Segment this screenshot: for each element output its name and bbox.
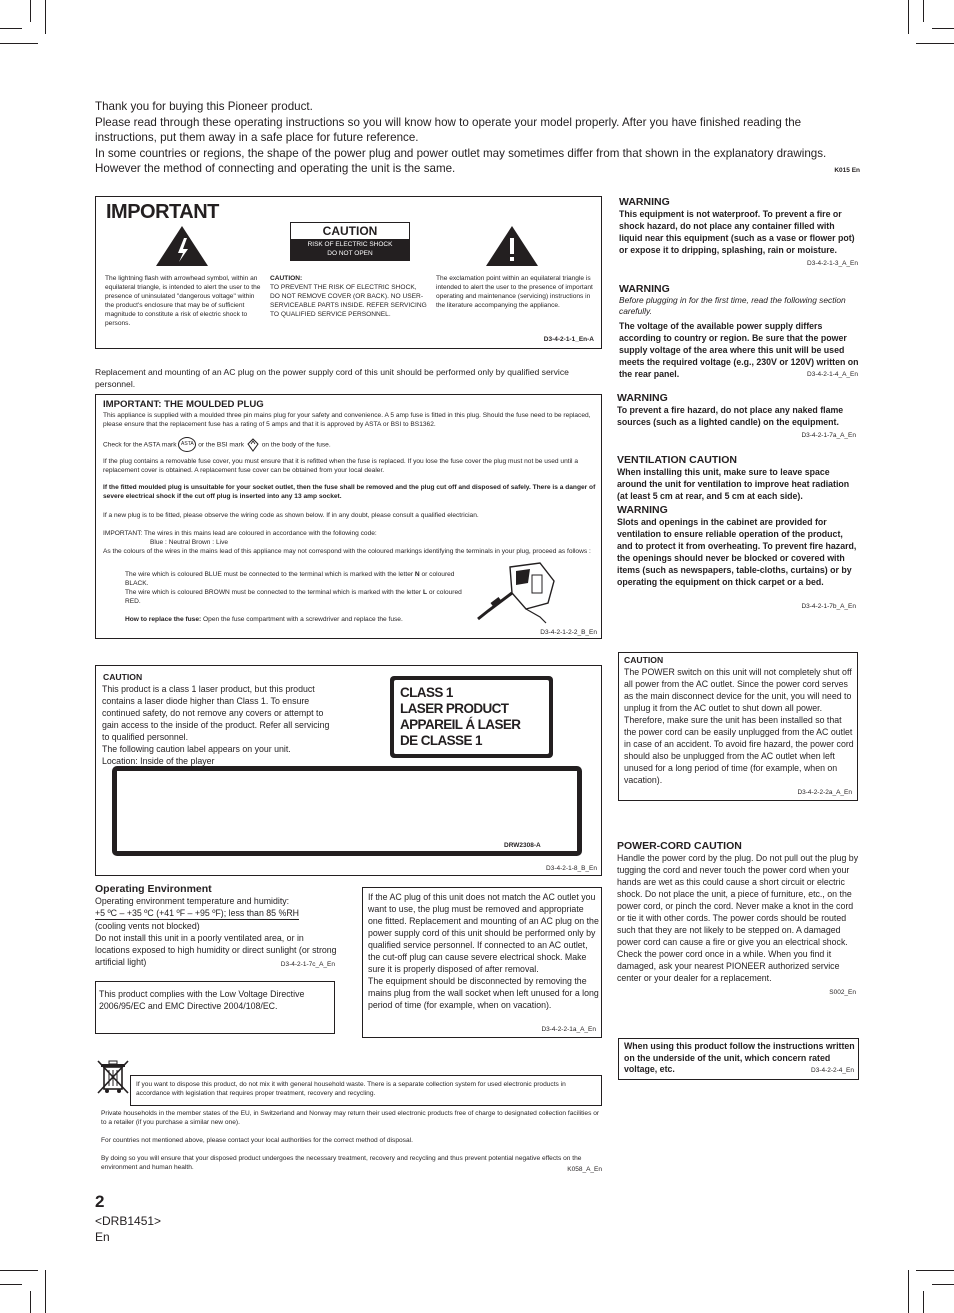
warning-slots-text: Slots and openings in the cabinet are provided for ventilation to ensure reliable operation of the product, and to protect it from overheating. To prevent fire hazard, the openings should never be blocked or covered with items (such as newspapers, table-cloths, curtains) or by operating the equipment on thick carpet or a bed.	[617, 517, 857, 587]
replacement-text: Replacement and mounting of an AC plug on the power supply cord of this unit should be performed only by qualified service personnel.	[95, 367, 569, 389]
power-cord-text: Handle the power cord by the plug. Do not pull out the plug by tugging the cord and never touch the power cord when your hands are wet as this could cause a short circuit or electric shock. Do not place the unit, a piece of furniture, etc., on the power cord, or pinch the cord. Never make a knot in the cord or tie it with other cords. The power cords should be routed such that they are not likely to be stepped on. A damaged power cord can cause a fire or give you an electrical shock. Check the power cord once in a while. When you find it damaged, ask your nearest PIONEER authorized service center or your dealer for a replacement.	[617, 853, 859, 983]
power-switch-box	[618, 652, 858, 801]
warning-slots-code: D3-4-2-1-7b_A_En	[801, 603, 856, 610]
crop-mark	[45, 1270, 46, 1313]
underside-text: When using this product follow the instructions written on the underside of the unit, which concern rated voltage, etc.	[624, 1041, 855, 1074]
intro-plug: In some countries or regions, the shape of the power plug and power outlet may sometimes differ from that shown in the explanatory drawings. However the method of connecting and operating the unit is the same.	[95, 146, 827, 176]
power-switch-text: The POWER switch on this unit will not completely shut off all power from the AC outlet. Since the power cord serves as the main disconnect device for the unit, you will need to unplug it from the AC outlet to shut down all power. Therefore, make sure the unit has been installed so that the power cord can be easily unplugged from the AC outlet in case of an accident. To avoid fire hazard, the power cord should also be unplugged from the AC outlet when left unused for a long period of time (for example, when on vacation).	[624, 667, 854, 785]
crop-mark	[0, 28, 22, 29]
class1-laser-label	[390, 676, 553, 758]
important-code: D3-4-2-1-1_En-A	[543, 336, 594, 343]
language-code: En	[95, 1230, 110, 1244]
caution-text-block	[270, 274, 428, 319]
warning-voltage-italic: Before plugging in for the first time, read the following section carefully.	[619, 295, 846, 316]
intro-thanks: Thank you for buying this Pioneer product.	[95, 100, 313, 113]
laser-box	[95, 665, 602, 876]
moulded-p7: The wire which is coloured BLUE must be connected to the terminal which is marked with the letter N or coloured BLACK.	[125, 571, 455, 587]
lvd-text: This product complies with the Low Voltage Directive 2006/95/EC and EMC Directive 2004/108/EC.	[99, 989, 305, 1011]
operating-env-code: D3-4-2-1-7c_A_En	[280, 961, 335, 968]
disposal-p2: For countries not mentioned above, please contact your local authorities for the correct method of disposal.	[101, 1137, 413, 1144]
crop-mark	[30, 0, 31, 22]
caution-sign-label: CAUTION	[322, 224, 378, 238]
important-box	[95, 196, 602, 349]
ventilation-title: VENTILATION CAUTION	[617, 454, 737, 466]
ventilation-text: When installing this unit, make sure to leave space around the unit for ventilation to improve heat radiation (at least 5 cm at rear, and 5 cm at each side).	[617, 467, 850, 501]
warning-voltage-code: D3-4-2-1-4_A_En	[807, 371, 858, 378]
warning-title: WARNING	[617, 392, 668, 404]
laser-title: CAUTION	[103, 672, 143, 682]
operating-env-l3: (cooling vents not blocked)	[95, 921, 200, 931]
lightning-warning-icon	[154, 224, 210, 268]
moulded-code: D3-4-2-1-2-2_B_En	[540, 629, 597, 636]
warning-flame-text: To prevent a fire hazard, do not place any naked flame sources (such as a lighted candle) on the equipment.	[617, 405, 844, 427]
moulded-p5b: Blue : Neutral Brown : Live	[150, 539, 229, 546]
crop-mark	[0, 1284, 22, 1285]
disposal-p1: Private households in the member states of the EU, in Switzerland and Norway may return their used electronic products free of charge to designated collection facilities or to a retailer (if you purchase a similar new one).	[101, 1110, 600, 1126]
class1-laser-label-inner: CLASS 1 LASER PRODUCT APPAREIL Á LASER DE CLASSE 1	[394, 680, 549, 754]
power-cord-caution	[617, 840, 860, 984]
crop-mark	[908, 0, 909, 34]
power-cord-code: S002_En	[829, 989, 856, 996]
page-number: 2	[95, 1192, 105, 1211]
disposal-box	[130, 1075, 602, 1106]
warning-title: WARNING	[617, 504, 668, 516]
important-title: IMPORTANT	[106, 201, 219, 223]
warning-title: WARNING	[619, 283, 670, 295]
ac-plug-code: D3-4-2-2-1a_A_En	[541, 1026, 596, 1033]
warning-voltage	[619, 283, 859, 380]
moulded-p8: The wire which is coloured BROWN must be connected to the terminal which is marked with the letter L or coloured RED.	[125, 589, 462, 605]
moulded-p5: IMPORTANT: The wires in this mains lead are coloured in accordance with the following code:	[103, 530, 377, 537]
operating-environment	[95, 883, 340, 968]
crop-mark	[923, 1291, 924, 1313]
warning-waterproof-text: This equipment is not waterproof. To prevent a fire or shock hazard, do not place any container filled with liquid near this equipment (such as a vase or flower pot) or expose it to dripping, splashing, rain or moisture.	[619, 209, 855, 255]
drw-code: DRW2308-A	[504, 842, 541, 849]
crop-mark	[932, 28, 954, 29]
operating-env-l4: Do not install this unit in a poorly ventilated area, or in locations exposed to high humidity or direct sunlight (or strong artificial light)	[95, 933, 337, 967]
exclaim-text: The exclamation point within an equilateral triangle is intended to alert the user to the presence of important operating and maintenance (servicing) instructions in the literature accompanying the appliance.	[436, 275, 593, 309]
ventilation-caution	[617, 454, 859, 588]
moulded-p6: As the colours of the wires in the mains lead of this appliance may not correspond with the coloured markings identifying the terminals in your plug, proceed as follows :	[103, 548, 591, 555]
lvd-box	[95, 981, 335, 1034]
model-code: <DRB1451>	[95, 1214, 162, 1228]
crop-mark	[916, 1270, 954, 1271]
moulded-plug-title: IMPORTANT: THE MOULDED PLUG	[103, 399, 264, 410]
bsi-kitemark-icon	[246, 438, 260, 452]
ac-plug-text: If the AC plug of this unit does not match the AC outlet you want to use, the plug must be removed and appropriate one fitted. Replacement and mounting of an AC plug on the power supply cord of this unit should be performed only by qualified service personnel. If connected to an AC outlet, the cut-off plug can cause severe electrical shock. Make sure it is properly disposed of after removal. The equipment should be disconnected by removing the mains plug from the wall socket when left unused for a long period of time (for example, when on vacation).	[368, 892, 599, 1010]
laser-code: D3-4-2-1-8_B_En	[546, 865, 597, 872]
intro	[95, 99, 861, 177]
ac-plug-box	[362, 887, 602, 1038]
underside-code: D3-4-2-2-4_En	[811, 1067, 854, 1074]
exclamation-warning-icon	[484, 224, 540, 268]
intro-code: K015 En	[834, 167, 860, 174]
disposal-box-text: If you want to dispose this product, do not mix it with general household waste. There is a separate collection system for used electronic products in accordance with legislation that requires proper treatment, recovery and recycling.	[136, 1081, 566, 1097]
crop-mark	[916, 43, 954, 44]
caution-sign-sub: RISK OF ELECTRIC SHOCK DO NOT OPEN	[291, 239, 409, 260]
fuse-instructions: How to replace the fuse: Open the fuse compartment with a screwdriver and replace the fuse.	[125, 616, 403, 623]
weee-crossed-bin-icon	[96, 1059, 130, 1095]
crop-mark	[908, 1270, 909, 1313]
asta-line: Check for the ASTA mark ASTA or the BSI mark on the body of the fuse.	[103, 437, 599, 452]
operating-env-title: Operating Environment	[95, 883, 212, 895]
asta-mark-icon: ASTA	[178, 437, 196, 452]
warning-waterproof-code: D3-4-2-1-3_A_En	[807, 260, 858, 267]
crop-mark	[0, 43, 38, 44]
power-switch-title: CAUTION	[624, 655, 664, 665]
moulded-plug-box	[95, 394, 602, 639]
warning-flame	[617, 392, 859, 428]
caution-head: CAUTION:	[270, 275, 303, 282]
caution-text: TO PREVENT THE RISK OF ELECTRIC SHOCK, DO NOT REMOVE COVER (OR BACK). NO USER-SERVICEABLE PARTS INSIDE. REFER SERVICING TO QUALIFIED SERVICE PERSONNEL.	[270, 284, 427, 318]
lightning-text: The lightning flash with arrowhead symbol, within an equilateral triangle, is intended to alert the user to the presence of uninsulated "dangerous voltage" within the product's enclosure that may be of sufficient magnitude to constitute a risk of electric shock to persons.	[105, 275, 261, 327]
operating-env-l2: +5 ºC – +35 ºC (+41 ºF – +95 ºF); less than 85 %RH	[95, 908, 300, 918]
power-switch-code: D3-4-2-2-2a_A_En	[797, 789, 852, 796]
warning-title: WARNING	[619, 196, 670, 208]
moulded-p1: This appliance is supplied with a moulded three pin mains plug for your safety and convenience. A 5 amp fuse is fitted in this plug. Should the fuse need to be replaced, please ensure that the replacement fuse has a rating of 5 amps and that it is approved by ASTA or BSI to BS1362.	[103, 412, 591, 428]
warning-voltage-text: The voltage of the available power supply differs according to country or region. Be sure that the power supply voltage of the area where this unit will be used meets the required voltage (e.g., 230V or 120V) written on the rear panel.	[619, 321, 859, 379]
crop-mark	[30, 1291, 31, 1313]
moulded-p2: If the plug contains a removable fuse cover, you must ensure that it is refitted when the fuse is replaced. If you lose the fuse cover the plug must not be used until a replacement cover is obtained. A replacement fuse cover can be obtained from your local dealer.	[103, 458, 579, 474]
crop-mark	[0, 1270, 38, 1271]
power-cord-title: POWER-CORD CAUTION	[617, 840, 742, 852]
crop-mark	[932, 1284, 954, 1285]
underside-box	[618, 1038, 859, 1080]
warning-flame-code: D3-4-2-1-7a_A_En	[801, 432, 856, 439]
crop-mark	[45, 0, 46, 34]
moulded-p3: If the fitted moulded plug is unsuitable for your socket outlet, then the fuse shall be removed and the plug cut off and disposed of safely. There is a danger of severe electrical shock if the cut off plug is inserted into any 13 amp socket.	[103, 484, 596, 500]
laser-text: This product is a class 1 laser product, but this product contains a laser diode higher than Class 1. To ensure continued safety, do not remove any covers or attempt to gain access to the inside of the product. Refer all servicing to qualified personnel. The following caution label appears on your unit. Location: Inside of the player	[102, 684, 330, 766]
moulded-p4: If a new plug is to be fitted, please observe the wiring code as shown below. If in any doubt, please consult a qualified electrician.	[103, 512, 479, 519]
crop-mark	[923, 0, 924, 22]
plug-fuse-illustration	[470, 559, 580, 625]
intro-read: Please read through these operating instructions so you will know how to operate your model properly. After you have finished reading the instructions, put them away in a safe place for future reference.	[95, 115, 802, 145]
disposal-p3: By doing so you will ensure that your disposed product undergoes the necessary treatment, recovery and recycling and thus prevent potential negative effects on the environment and human health.	[101, 1155, 582, 1171]
operating-env-l1: Operating environment temperature and humidity:	[95, 896, 290, 906]
disposal-code: K058_A_En	[567, 1166, 602, 1173]
caution-sign	[290, 222, 410, 261]
warning-waterproof	[619, 196, 859, 256]
